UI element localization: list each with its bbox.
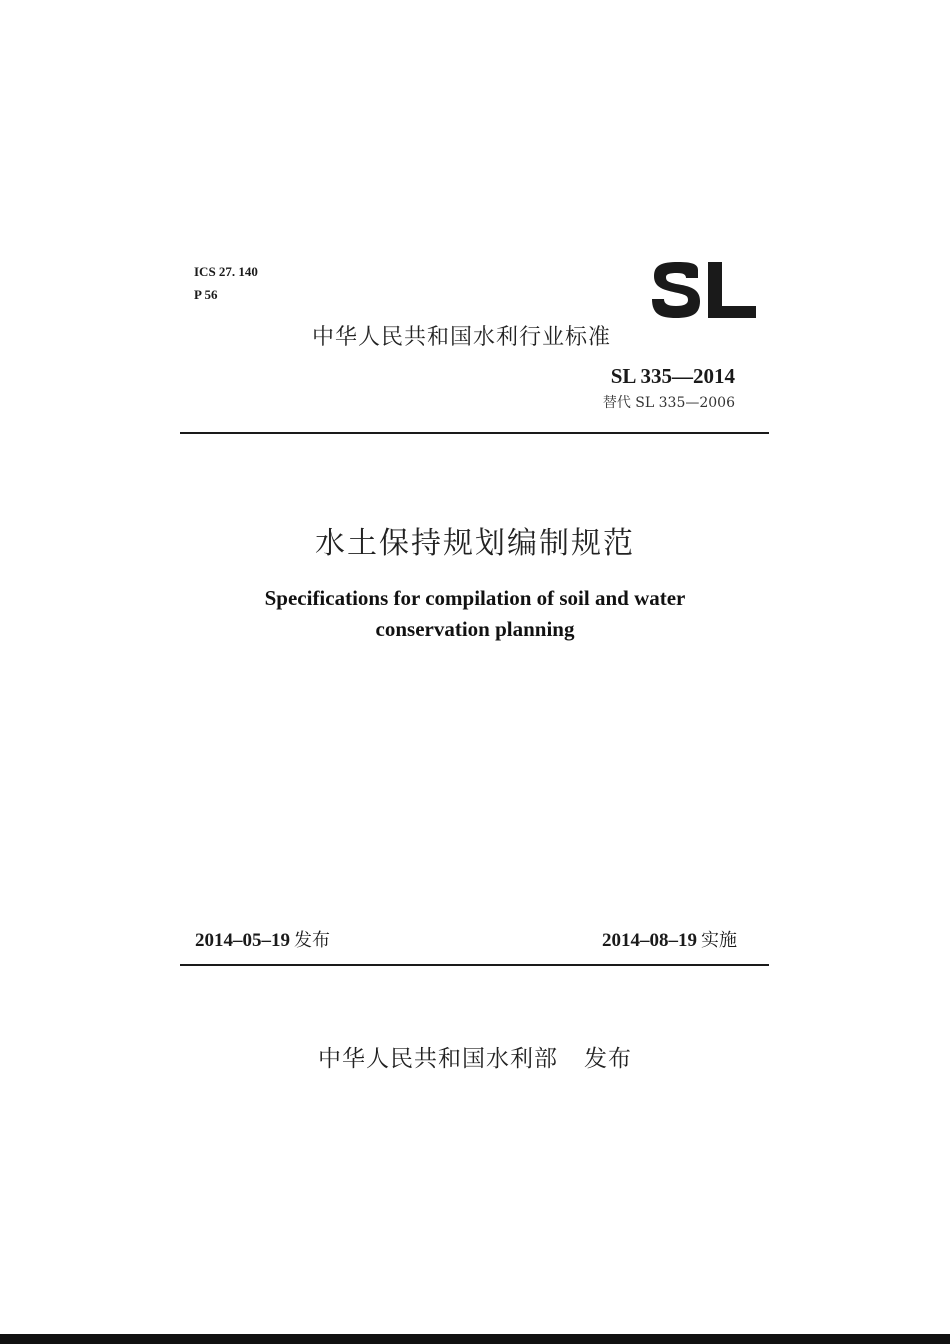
issue-date-block — [195, 926, 330, 955]
page-bottom-edge — [0, 1334, 950, 1344]
chinese-title: 水土保持规划编制规范 — [315, 526, 635, 561]
implementation-label: 实施 — [701, 930, 737, 951]
publisher-line — [0, 1042, 950, 1076]
industry-standard-title: 中华人民共和国水利行业标准 — [312, 325, 612, 350]
issue-label: 发布 — [294, 930, 330, 951]
implementation-date-block — [602, 926, 737, 955]
top-divider — [180, 432, 769, 434]
replaces-standard: 替代 SL 335—2006 — [602, 395, 735, 411]
bottom-divider — [180, 964, 769, 966]
english-title-line-2: conservation planning — [375, 617, 575, 641]
issue-date: 2014–05–19 — [195, 930, 290, 951]
english-title-line-1: Specifications for compilation of soil and water — [264, 586, 686, 610]
publisher-name: 中华人民共和国水利部 — [318, 1046, 558, 1072]
sl-logo — [652, 262, 756, 324]
standard-number: SL 335—2014 — [610, 364, 735, 388]
ccs-code: P 56 — [194, 287, 218, 302]
publisher-action: 发布 — [584, 1046, 632, 1072]
ics-code: ICS 27. 140 — [194, 264, 258, 279]
implementation-date: 2014–08–19 — [602, 930, 697, 951]
